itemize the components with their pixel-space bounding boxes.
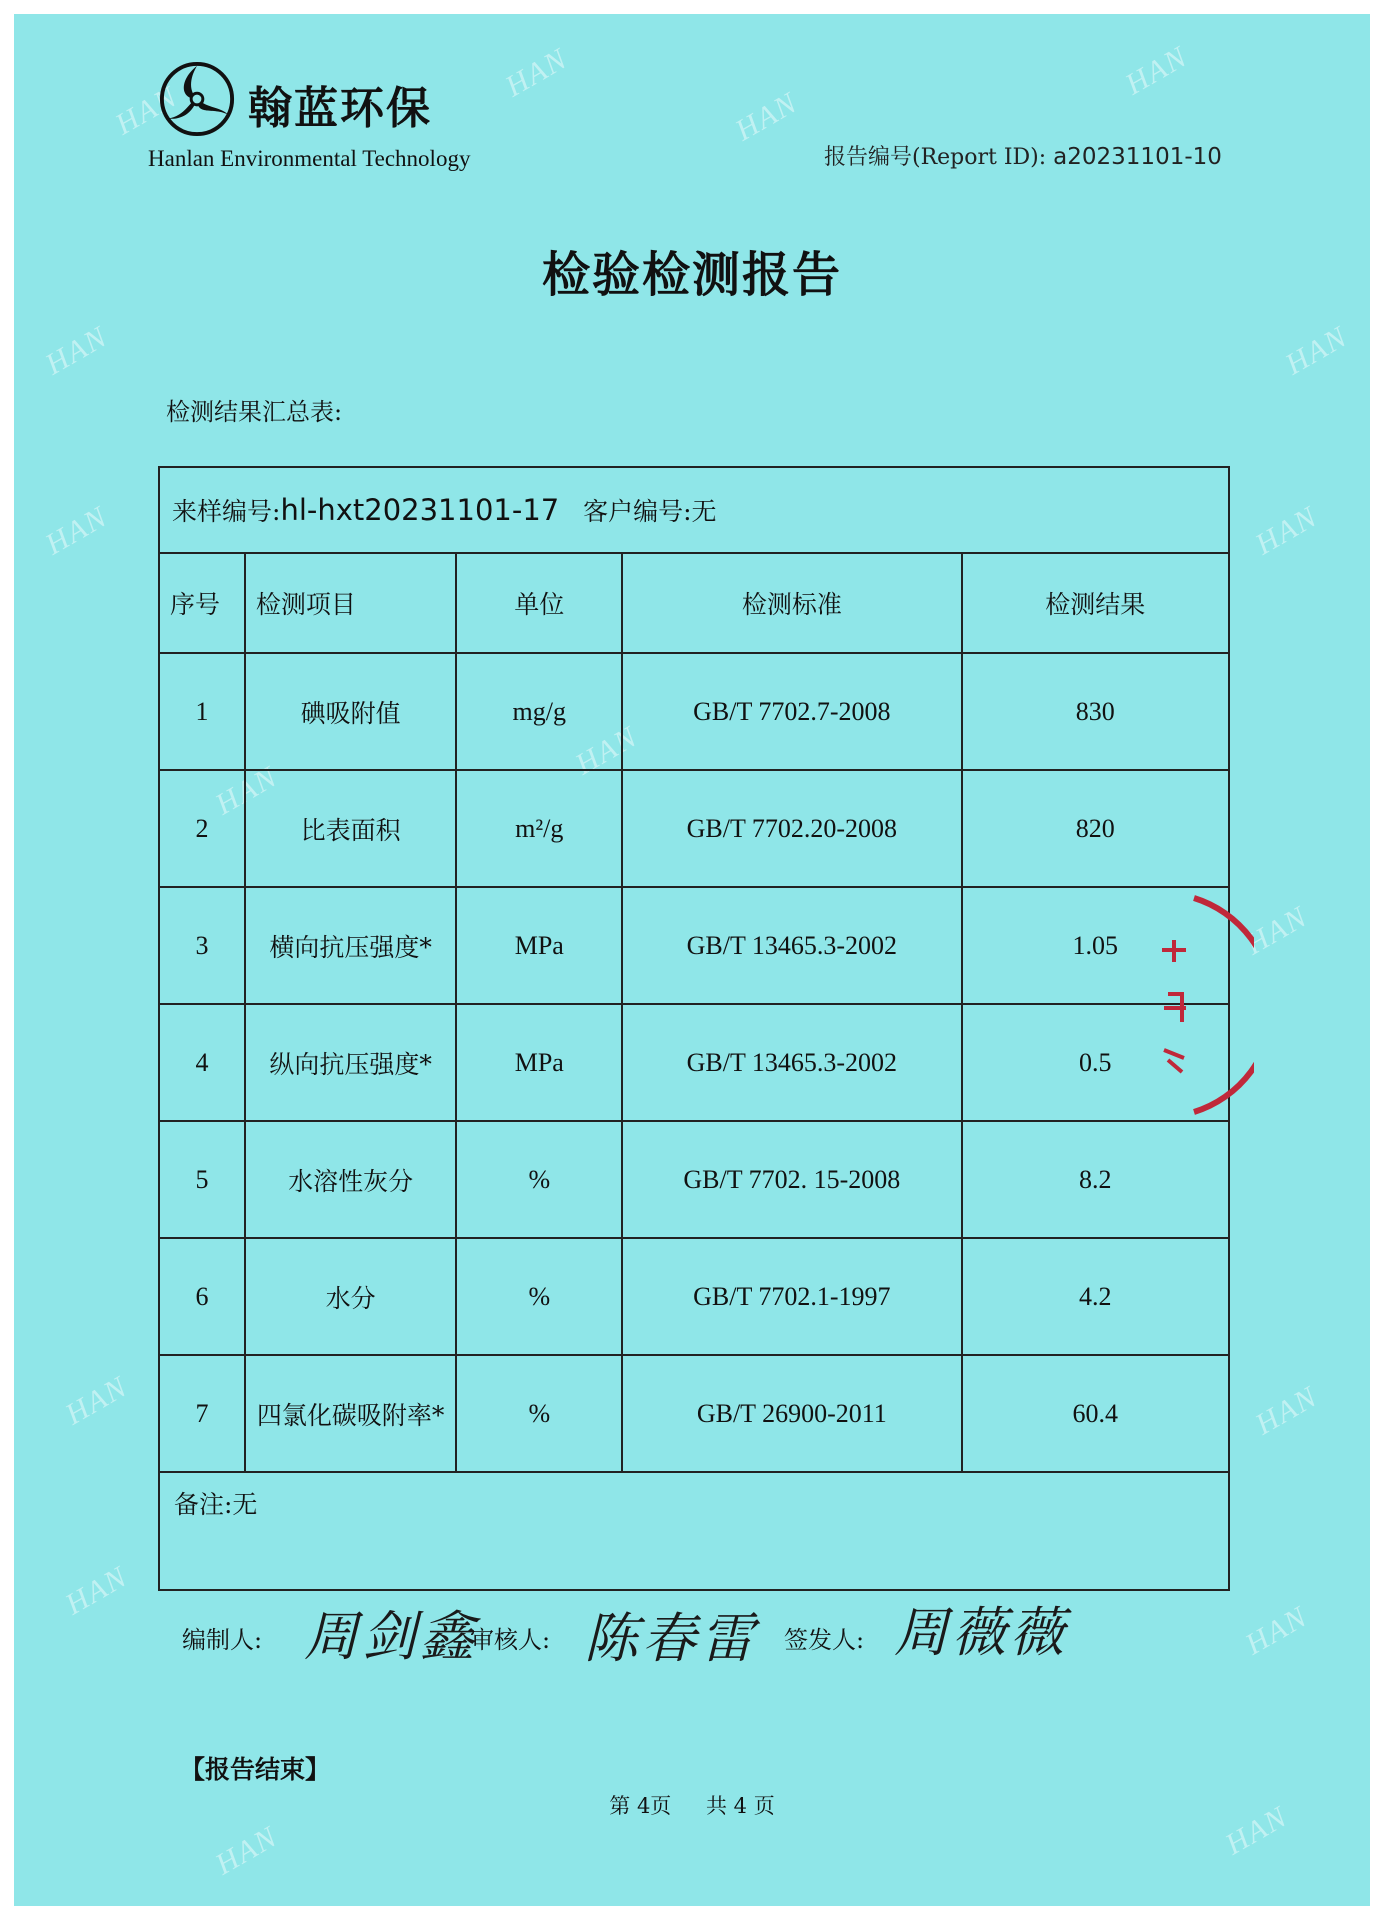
signature-line <box>784 1620 864 1655</box>
cell-standard: GB/T 26900-2011 <box>622 1355 961 1472</box>
cell-standard: GB/T 13465.3-2002 <box>622 887 961 1004</box>
table-row <box>159 1238 1229 1355</box>
report-id-label: 报告编号(Report ID): <box>824 145 1047 170</box>
page-current: 第 4页 <box>609 1794 672 1818</box>
table-row <box>159 653 1229 770</box>
watermark: HAN <box>499 41 574 104</box>
sample-info <box>159 467 1229 553</box>
cell-item: 比表面积 <box>245 770 457 887</box>
watermark: HAN <box>1279 319 1354 382</box>
sample-info-row <box>159 467 1229 553</box>
watermark: HAN <box>109 79 184 142</box>
watermark: HAN <box>1219 1799 1294 1862</box>
cell-result: 4.2 <box>962 1238 1229 1355</box>
cell-standard: GB/T 7702.1-1997 <box>622 1238 961 1355</box>
watermark: HAN <box>209 759 284 822</box>
cell-item: 纵向抗压强度* <box>245 1004 457 1121</box>
watermark: HAN <box>39 319 114 382</box>
official-seal-stamp <box>1134 890 1254 1120</box>
cell-standard: GB/T 7702. 15-2008 <box>622 1121 961 1238</box>
table-header-row <box>159 553 1229 653</box>
client-no-label: 客户编号: <box>583 497 692 526</box>
cell-no: 2 <box>159 770 245 887</box>
logo-mark-icon <box>158 60 236 138</box>
watermark: HAN <box>569 719 644 782</box>
watermark: HAN <box>39 499 114 562</box>
cell-item: 四氯化碳吸附率* <box>245 1355 457 1472</box>
signature-line <box>470 1620 550 1655</box>
watermark: HAN <box>1239 899 1314 962</box>
company-logo <box>148 60 488 180</box>
prepared-by-label: 编制人: <box>182 1626 263 1654</box>
cell-no: 3 <box>159 887 245 1004</box>
report-end-mark: 【报告结束】 <box>180 1755 331 1784</box>
report-id <box>824 140 1222 171</box>
sample-no-label: 来样编号: <box>172 497 281 526</box>
report-page <box>14 14 1370 1906</box>
page-total: 共 4 页 <box>706 1794 775 1818</box>
cell-standard: GB/T 7702.20-2008 <box>622 770 961 887</box>
cell-unit: % <box>456 1355 622 1472</box>
cell-no: 4 <box>159 1004 245 1121</box>
cell-no: 1 <box>159 653 245 770</box>
cell-item: 碘吸附值 <box>245 653 457 770</box>
cell-unit: m²/g <box>456 770 622 887</box>
cell-result: 8.2 <box>962 1121 1229 1238</box>
cell-no: 7 <box>159 1355 245 1472</box>
issued-by-signature: 周薇薇 <box>894 1601 1068 1664</box>
cell-unit: MPa <box>456 1004 622 1121</box>
client-no-value: 无 <box>691 497 717 526</box>
cell-unit: % <box>456 1238 622 1355</box>
table-row <box>159 887 1229 1004</box>
cell-unit: mg/g <box>456 653 622 770</box>
reviewed-by-signature: 陈春雷 <box>584 1607 758 1670</box>
cell-no: 5 <box>159 1121 245 1238</box>
watermark: HAN <box>59 1559 134 1622</box>
watermark: HAN <box>209 1819 284 1882</box>
cell-result: 820 <box>962 770 1229 887</box>
table-row <box>159 1355 1229 1472</box>
col-header-result: 检测结果 <box>962 553 1229 653</box>
results-table <box>158 466 1230 1591</box>
table-row <box>159 1004 1229 1121</box>
cell-result: 830 <box>962 653 1229 770</box>
cell-result: 60.4 <box>962 1355 1229 1472</box>
table-row <box>159 1121 1229 1238</box>
watermark: HAN <box>1239 1599 1314 1662</box>
col-header-item: 检测项目 <box>245 553 457 653</box>
note-row <box>159 1472 1229 1590</box>
sample-no-value: hl-hxt20231101-17 <box>280 493 560 527</box>
col-header-no: 序号 <box>159 553 245 653</box>
report-id-value: a20231101-10 <box>1053 144 1222 170</box>
issued-by-label: 签发人: <box>784 1626 865 1654</box>
cell-item: 水溶性灰分 <box>245 1121 457 1238</box>
table-row <box>159 770 1229 887</box>
logo-chinese-name: 翰蓝环保 <box>248 83 432 134</box>
prepared-by-signature: 周剑鑫 <box>304 1605 478 1668</box>
cell-standard: GB/T 7702.7-2008 <box>622 653 961 770</box>
col-header-standard: 检测标准 <box>622 553 961 653</box>
cell-no: 6 <box>159 1238 245 1355</box>
summary-label: 检测结果汇总表: <box>166 398 343 426</box>
page-number <box>14 1790 1370 1820</box>
cell-result: 0.5 <box>962 1004 1229 1121</box>
signature-line <box>182 1620 262 1655</box>
cell-result: 1.05 <box>962 887 1229 1004</box>
watermark: HAN <box>1249 499 1324 562</box>
reviewed-by-label: 审核人: <box>470 1626 551 1654</box>
col-header-unit: 单位 <box>456 553 622 653</box>
note: 备注:无 <box>159 1472 1229 1590</box>
watermark: HAN <box>59 1369 134 1432</box>
document-title: 检验检测报告 <box>541 247 842 303</box>
watermark: HAN <box>729 85 804 148</box>
watermark: HAN <box>1249 1379 1324 1442</box>
cell-item: 横向抗压强度* <box>245 887 457 1004</box>
watermark: HAN <box>1119 39 1194 102</box>
cell-standard: GB/T 13465.3-2002 <box>622 1004 961 1121</box>
cell-unit: MPa <box>456 887 622 1004</box>
cell-unit: % <box>456 1121 622 1238</box>
cell-item: 水分 <box>245 1238 457 1355</box>
logo-english-name: Hanlan Environmental Technology <box>148 146 471 171</box>
